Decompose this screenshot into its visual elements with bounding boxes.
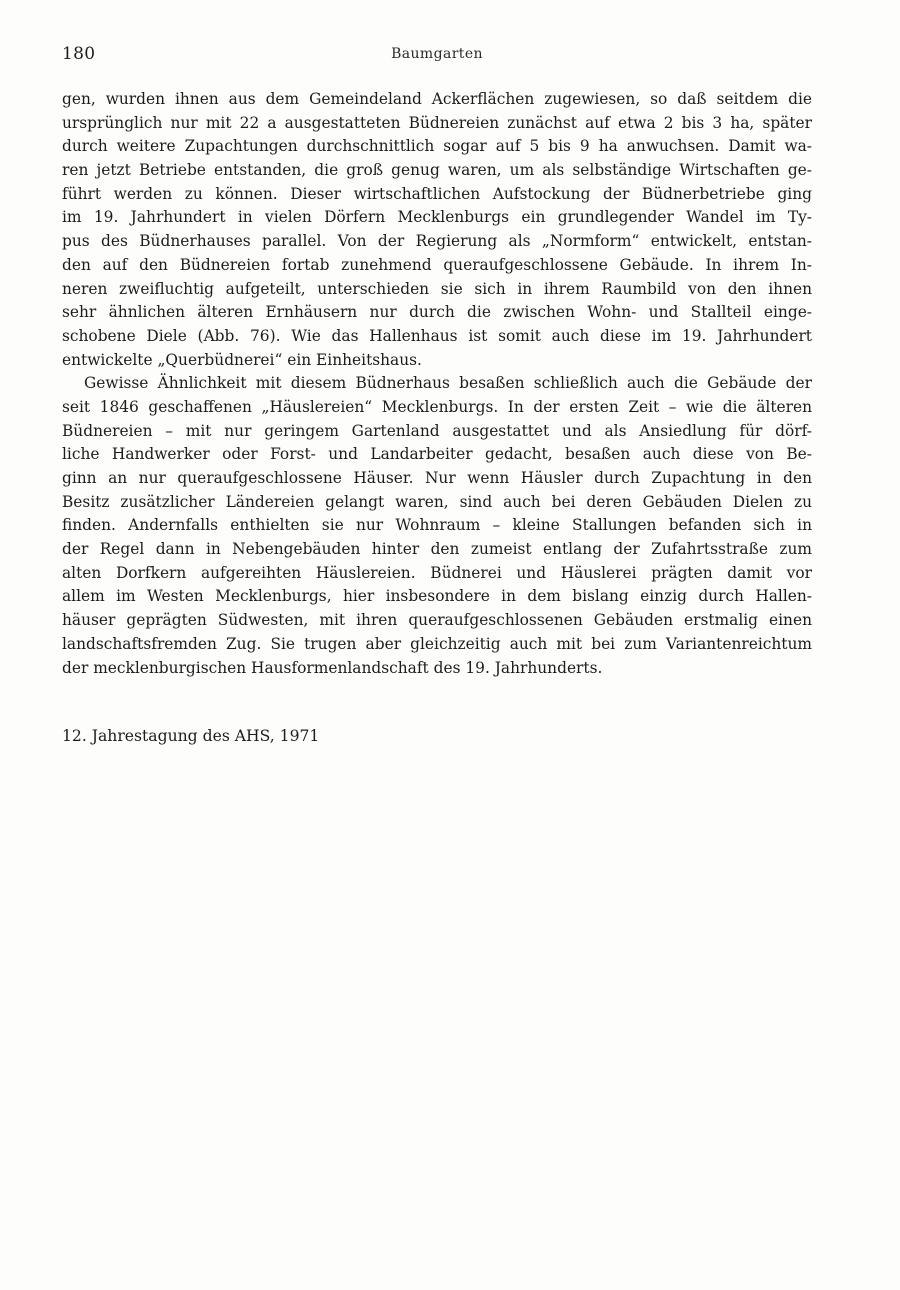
text-line: gen, wurden ihnen aus dem Gemeindeland Ackerflächen zugewiesen, so daß seitdem die [62, 90, 812, 108]
text-line: den auf den Büdnereien fortab zunehmend queraufgeschlossene Gebäude. In ihrem In- [62, 255, 812, 274]
text-line: häuser geprägten Südwesten, mit ihren queraufgeschlossenen Gebäuden erstmalig einen [62, 611, 812, 630]
text-line: seit 1846 geschaffenen „Häuslereien“ Mecklenburgs. In der ersten Zeit – wie die älteren [62, 397, 812, 416]
text-line: entwickelte „Querbüdnerei“ ein Einheitshaus. [62, 350, 422, 369]
text-line: schobene Diele (Abb. 76). Wie das Hallenhaus ist somit auch diese im 19. Jahrhundert [62, 326, 812, 345]
text-line: der mecklenburgischen Hausformenlandschaft des 19. Jahrhunderts. [62, 658, 603, 677]
text-line: Besitz zusätzlicher Ländereien gelangt waren, sind auch bei deren Gebäuden Dielen zu [62, 492, 812, 511]
running-head: Baumgarten [391, 46, 483, 62]
page-header [62, 44, 812, 68]
text-line: ursprünglich nur mit 22 a ausgestatteten Büdnereien zunächst auf etwa 2 bis 3 ha, später [62, 113, 812, 132]
text-line: allem im Westen Mecklenburgs, hier insbesondere in dem bislang einzig durch Hallen- [62, 587, 812, 606]
text-line: landschaftsfremden Zug. Sie trugen aber gleichzeitig auch mit bei zum Variantenreichtum [62, 634, 812, 653]
text-line: alten Dorfkern aufgereihten Häuslereien. Büdnerei und Häuslerei prägten damit vor [62, 563, 812, 582]
body-text [62, 88, 812, 680]
conference-note: 12. Jahrestagung des AHS, 1971 [62, 727, 320, 745]
text-line: durch weitere Zupachtungen durchschnittlich sogar auf 5 bis 9 ha anwuchsen. Damit wa- [62, 137, 812, 156]
text-line: Büdnereien – mit nur geringem Gartenland ausgestattet und als Ansiedlung für dörf- [62, 421, 812, 440]
text-line: pus des Büdnerhauses parallel. Von der Regierung als „Normform“ entwickelt, entstan- [62, 232, 812, 251]
text-line: finden. Andernfalls enthielten sie nur Wohnraum – kleine Stallungen befanden sich in [62, 516, 812, 535]
text-line: ren jetzt Betriebe entstanden, die groß genug waren, um als selbständige Wirtschaften ge- [62, 161, 812, 180]
text-line: Gewisse Ähnlichkeit mit diesem Büdnerhaus besaßen schließlich auch die Gebäude der [84, 374, 812, 393]
text-line: sehr ähnlichen älteren Ernhäusern nur durch die zwischen Wohn- und Stallteil einge- [62, 303, 812, 322]
paragraph [62, 88, 812, 372]
text-line: der Regel dann in Nebengebäuden hinter den zumeist entlang der Zufahrtsstraße zum [62, 540, 812, 559]
text-line: führt werden zu können. Dieser wirtschaftlichen Aufstockung der Büdnerbetriebe ging [62, 184, 812, 203]
text-line: im 19. Jahrhundert in vielen Dörfern Mecklenburgs ein grundlegender Wandel im Ty- [62, 208, 812, 227]
text-line: liche Handwerker oder Forst- und Landarbeiter gedacht, besaßen auch diese von Be- [62, 445, 812, 464]
text-line: ginn an nur queraufgeschlossene Häuser. Nur wenn Häusler durch Zupachtung in den [62, 469, 812, 487]
paragraph [62, 372, 812, 680]
text-line: neren zweifluchtig aufgeteilt, unterschieden sie sich in ihrem Raumbild von den ihnen [62, 279, 812, 298]
page-number: 180 [62, 44, 96, 64]
